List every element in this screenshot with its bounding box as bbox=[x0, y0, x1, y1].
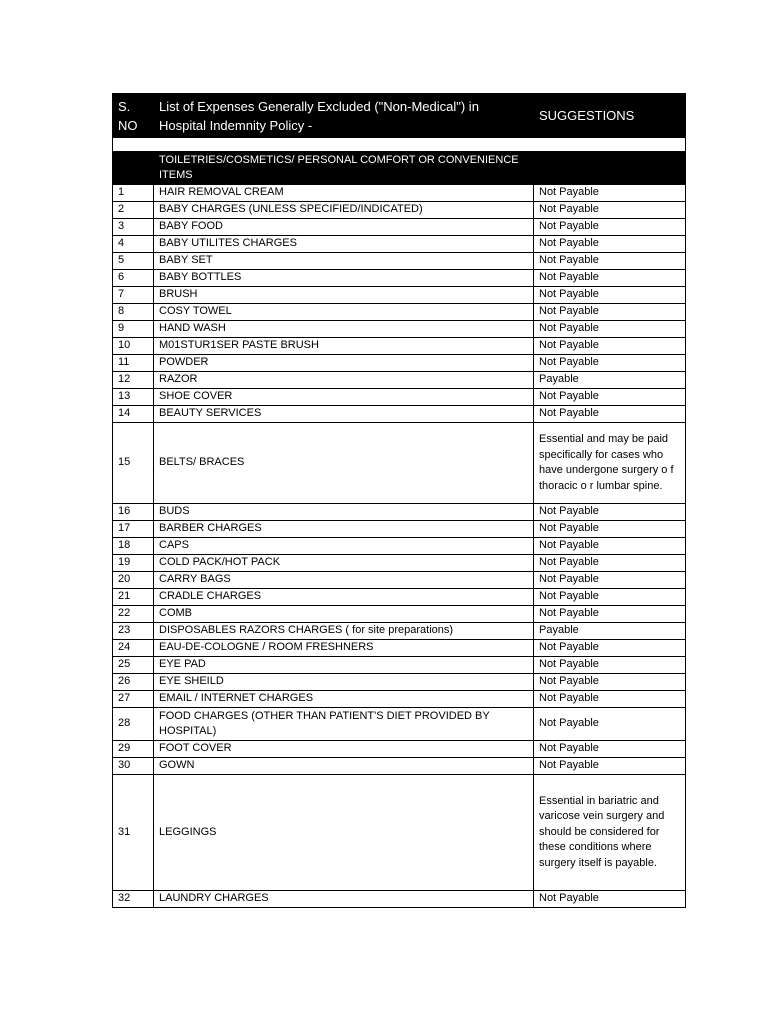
row-suggestion: Not Payable bbox=[534, 674, 686, 691]
header-sno: S. NO bbox=[113, 94, 154, 138]
row-number: 30 bbox=[113, 758, 154, 775]
row-number: 7 bbox=[113, 287, 154, 304]
row-expense-item: BABY FOOD bbox=[154, 219, 534, 236]
row-suggestion: Not Payable bbox=[534, 406, 686, 423]
row-number: 3 bbox=[113, 219, 154, 236]
row-number: 6 bbox=[113, 270, 154, 287]
row-expense-item: POWDER bbox=[154, 355, 534, 372]
table-row bbox=[113, 640, 686, 657]
table-row bbox=[113, 623, 686, 640]
table-row bbox=[113, 674, 686, 691]
row-number: 25 bbox=[113, 657, 154, 674]
header-suggestions: SUGGESTIONS bbox=[534, 94, 686, 138]
row-expense-item: CARRY BAGS bbox=[154, 572, 534, 589]
row-expense-item: EYE SHEILD bbox=[154, 674, 534, 691]
row-expense-item: GOWN bbox=[154, 758, 534, 775]
row-number: 10 bbox=[113, 338, 154, 355]
row-suggestion: Not Payable bbox=[534, 270, 686, 287]
row-suggestion: Essential in bariatric and varicose vein surgery and should be considered for these conditions where surgery itself is payable. bbox=[534, 775, 686, 891]
table-row bbox=[113, 253, 686, 270]
row-suggestion: Not Payable bbox=[534, 219, 686, 236]
row-number: 17 bbox=[113, 521, 154, 538]
row-number: 32 bbox=[113, 891, 154, 908]
table-row bbox=[113, 758, 686, 775]
row-suggestion: Not Payable bbox=[534, 236, 686, 253]
row-expense-item: BABY SET bbox=[154, 253, 534, 270]
table-row bbox=[113, 538, 686, 555]
table-row bbox=[113, 691, 686, 708]
table-row bbox=[113, 389, 686, 406]
row-number: 26 bbox=[113, 674, 154, 691]
spacer-row bbox=[113, 138, 686, 152]
row-suggestion: Not Payable bbox=[534, 202, 686, 219]
row-suggestion: Not Payable bbox=[534, 185, 686, 202]
row-number: 15 bbox=[113, 423, 154, 504]
row-suggestion: Not Payable bbox=[534, 287, 686, 304]
row-expense-item: EAU-DE-COLOGNE / ROOM FRESHNERS bbox=[154, 640, 534, 657]
row-number: 29 bbox=[113, 741, 154, 758]
row-suggestion: Not Payable bbox=[534, 606, 686, 623]
row-number: 4 bbox=[113, 236, 154, 253]
table-row bbox=[113, 355, 686, 372]
row-expense-item: M01STUR1SER PASTE BRUSH bbox=[154, 338, 534, 355]
row-suggestion: Not Payable bbox=[534, 338, 686, 355]
table-row bbox=[113, 321, 686, 338]
table-row bbox=[113, 423, 686, 504]
row-number: 31 bbox=[113, 775, 154, 891]
row-suggestion: Not Payable bbox=[534, 640, 686, 657]
table-row bbox=[113, 338, 686, 355]
row-expense-item: HAIR REMOVAL CREAM bbox=[154, 185, 534, 202]
row-number: 22 bbox=[113, 606, 154, 623]
row-number: 11 bbox=[113, 355, 154, 372]
row-expense-item: COLD PACK/HOT PACK bbox=[154, 555, 534, 572]
table-row bbox=[113, 287, 686, 304]
row-expense-item: BRUSH bbox=[154, 287, 534, 304]
row-expense-item: BEAUTY SERVICES bbox=[154, 406, 534, 423]
row-number: 19 bbox=[113, 555, 154, 572]
row-suggestion: Not Payable bbox=[534, 589, 686, 606]
table-row bbox=[113, 406, 686, 423]
row-expense-item: BABY UTILITES CHARGES bbox=[154, 236, 534, 253]
row-suggestion: Not Payable bbox=[534, 657, 686, 674]
row-number: 14 bbox=[113, 406, 154, 423]
row-expense-item: BABY BOTTLES bbox=[154, 270, 534, 287]
table-header-row bbox=[113, 94, 686, 138]
row-expense-item: LAUNDRY CHARGES bbox=[154, 891, 534, 908]
row-suggestion: Not Payable bbox=[534, 253, 686, 270]
row-number: 23 bbox=[113, 623, 154, 640]
table-row bbox=[113, 270, 686, 287]
table-row bbox=[113, 572, 686, 589]
row-expense-item: BABY CHARGES (UNLESS SPECIFIED/INDICATED) bbox=[154, 202, 534, 219]
row-expense-item: HAND WASH bbox=[154, 321, 534, 338]
row-suggestion: Not Payable bbox=[534, 691, 686, 708]
row-expense-item: DISPOSABLES RAZORS CHARGES ( for site preparations) bbox=[154, 623, 534, 640]
row-number: 1 bbox=[113, 185, 154, 202]
table-row bbox=[113, 589, 686, 606]
row-expense-item: CRADLE CHARGES bbox=[154, 589, 534, 606]
row-suggestion: Not Payable bbox=[534, 708, 686, 741]
table-row bbox=[113, 202, 686, 219]
table-row bbox=[113, 372, 686, 389]
row-number: 13 bbox=[113, 389, 154, 406]
row-suggestion: Payable bbox=[534, 623, 686, 640]
row-expense-item: EYE PAD bbox=[154, 657, 534, 674]
table-row bbox=[113, 504, 686, 521]
table-row bbox=[113, 708, 686, 741]
row-suggestion: Not Payable bbox=[534, 304, 686, 321]
expenses-table bbox=[112, 93, 686, 908]
section-header-row bbox=[113, 152, 686, 185]
row-number: 9 bbox=[113, 321, 154, 338]
row-expense-item: BUDS bbox=[154, 504, 534, 521]
row-expense-item: SHOE COVER bbox=[154, 389, 534, 406]
row-suggestion: Not Payable bbox=[534, 389, 686, 406]
row-expense-item: BARBER CHARGES bbox=[154, 521, 534, 538]
row-suggestion: Not Payable bbox=[534, 891, 686, 908]
row-expense-item: RAZOR bbox=[154, 372, 534, 389]
row-number: 21 bbox=[113, 589, 154, 606]
table-row bbox=[113, 741, 686, 758]
row-expense-item: EMAIL / INTERNET CHARGES bbox=[154, 691, 534, 708]
row-expense-item: COSY TOWEL bbox=[154, 304, 534, 321]
table-row bbox=[113, 606, 686, 623]
row-expense-item: BELTS/ BRACES bbox=[154, 423, 534, 504]
row-suggestion: Payable bbox=[534, 372, 686, 389]
table-row bbox=[113, 219, 686, 236]
row-number: 28 bbox=[113, 708, 154, 741]
table-row bbox=[113, 185, 686, 202]
table-row bbox=[113, 657, 686, 674]
row-expense-item: CAPS bbox=[154, 538, 534, 555]
row-expense-item: FOOT COVER bbox=[154, 741, 534, 758]
row-expense-item: LEGGINGS bbox=[154, 775, 534, 891]
row-number: 20 bbox=[113, 572, 154, 589]
row-suggestion: Not Payable bbox=[534, 355, 686, 372]
row-number: 24 bbox=[113, 640, 154, 657]
row-suggestion: Essential and may be paid specifically for cases who have undergone surgery o f thoracic o r lumbar spine. bbox=[534, 423, 686, 504]
row-suggestion: Not Payable bbox=[534, 758, 686, 775]
row-number: 27 bbox=[113, 691, 154, 708]
table-row bbox=[113, 891, 686, 908]
row-suggestion: Not Payable bbox=[534, 321, 686, 338]
table-row bbox=[113, 521, 686, 538]
row-number: 18 bbox=[113, 538, 154, 555]
row-expense-item: COMB bbox=[154, 606, 534, 623]
table-row bbox=[113, 775, 686, 891]
row-number: 16 bbox=[113, 504, 154, 521]
row-suggestion: Not Payable bbox=[534, 538, 686, 555]
section-title: TOILETRIES/COSMETICS/ PERSONAL COMFORT OR CONVENIENCE ITEMS bbox=[154, 152, 534, 185]
row-number: 5 bbox=[113, 253, 154, 270]
row-suggestion: Not Payable bbox=[534, 741, 686, 758]
table-row bbox=[113, 236, 686, 253]
table-row bbox=[113, 555, 686, 572]
row-suggestion: Not Payable bbox=[534, 572, 686, 589]
header-expense-list: List of Expenses Generally Excluded ("Non-Medical") in Hospital Indemnity Policy - bbox=[154, 94, 534, 138]
row-expense-item: FOOD CHARGES (OTHER THAN PATIENT'S DIET PROVIDED BY HOSPITAL) bbox=[154, 708, 534, 741]
row-suggestion: Not Payable bbox=[534, 504, 686, 521]
table-row bbox=[113, 304, 686, 321]
row-number: 8 bbox=[113, 304, 154, 321]
row-number: 12 bbox=[113, 372, 154, 389]
row-suggestion: Not Payable bbox=[534, 521, 686, 538]
row-suggestion: Not Payable bbox=[534, 555, 686, 572]
row-number: 2 bbox=[113, 202, 154, 219]
